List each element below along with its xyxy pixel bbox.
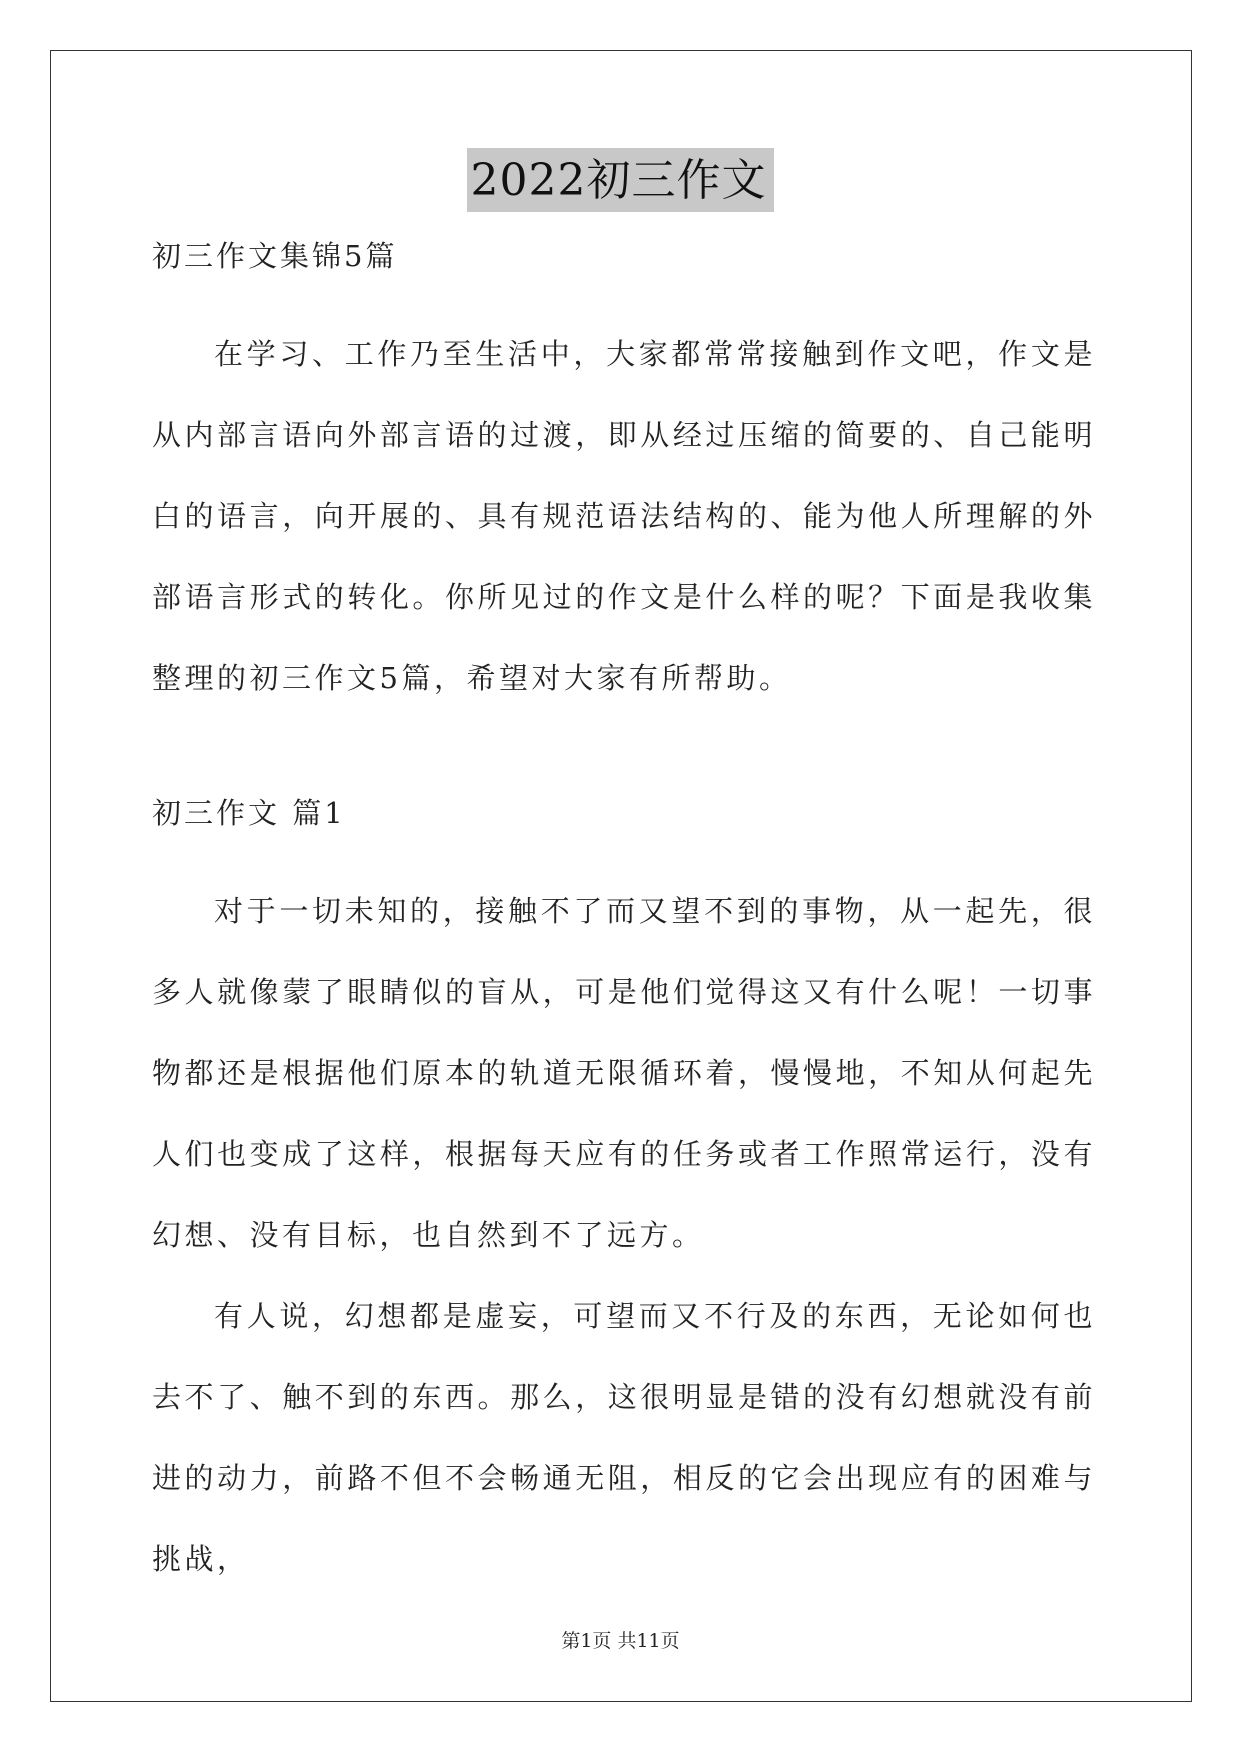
page-footer: 第1页 共11页: [561, 1630, 680, 1652]
section-paragraph-1: 对于一切未知的，接触不了而又望不到的事物，从一起先，很多人就像蒙了眼睛似的盲从，可是他们觉得这又有什么呢！一切事物都还是根据他们原本的轨道无限循环着，慢慢地，不知从何起先人们也变成了这样，根据每天应有的任务或者工作照常运行，没有幻想、没有目标，也自然到不了远方。: [152, 894, 1096, 1252]
document-body: [152, 236, 1096, 1600]
section-paragraph-2: 有人说，幻想都是虚妄，可望而又不行及的东西，无论如何也去不了、触不到的东西。那么，这很明显是错的没有幻想就没有前进的动力，前路不但不会畅通无阻，相反的它会出现应有的困难与挑战，: [152, 1299, 1096, 1576]
document-title: 2022初三作文: [467, 148, 775, 212]
title-container: [0, 148, 1241, 212]
subtitle: 初三作文集锦5篇: [152, 239, 398, 273]
intro-paragraph: 在学习、工作乃至生活中，大家都常常接触到作文吧，作文是从内部言语向外部言语的过渡，即从经过压缩的简要的、自己能明白的语言，向开展的、具有规范语法结构的、能为他人所理解的外部语言形式的转化。你所见过的作文是什么样的呢？下面是我收集整理的初三作文5篇，希望对大家有所帮助。: [152, 337, 1096, 695]
section-heading: 初三作文 篇1: [152, 796, 346, 830]
